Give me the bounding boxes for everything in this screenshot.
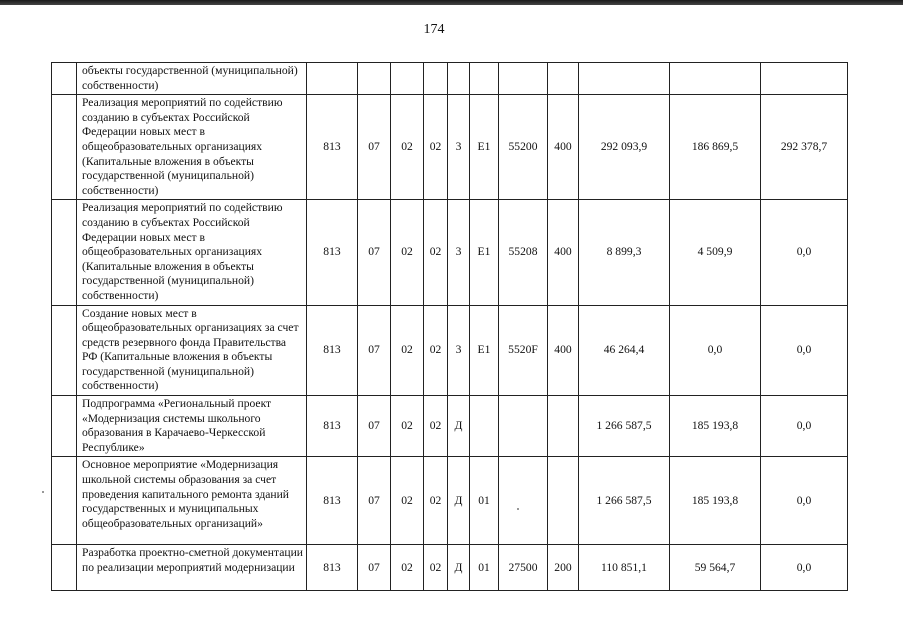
code-cell bbox=[307, 63, 358, 95]
code-cell: 02 bbox=[391, 200, 424, 305]
amount-cell: 46 264,4 bbox=[579, 305, 670, 396]
amount-cell: 0,0 bbox=[761, 200, 848, 305]
code-cell: 813 bbox=[307, 457, 358, 545]
row-number-cell bbox=[52, 63, 77, 95]
code-cell: E1 bbox=[470, 200, 499, 305]
code-cell: 07 bbox=[358, 95, 391, 200]
code-cell bbox=[448, 63, 470, 95]
code-cell: 01 bbox=[470, 545, 499, 591]
amount-cell bbox=[670, 63, 761, 95]
amount-cell bbox=[761, 63, 848, 95]
amount-cell: 0,0 bbox=[761, 305, 848, 396]
code-cell: 07 bbox=[358, 200, 391, 305]
row-number-cell bbox=[52, 200, 77, 305]
code-cell: 3 bbox=[448, 305, 470, 396]
amount-cell: 110 851,1 bbox=[579, 545, 670, 591]
code-cell: 02 bbox=[391, 95, 424, 200]
code-cell: 02 bbox=[391, 396, 424, 457]
code-cell: 02 bbox=[424, 200, 448, 305]
amount-cell: 8 899,3 bbox=[579, 200, 670, 305]
amount-cell: 185 193,8 bbox=[670, 457, 761, 545]
description-cell: объекты государственной (муниципальной) собственности) bbox=[77, 63, 307, 95]
code-cell bbox=[424, 63, 448, 95]
code-cell: 3 bbox=[448, 200, 470, 305]
description-cell: Подпрограмма «Региональный проект «Модернизация системы школьного образования в Карачаево-Черкесской Республике» bbox=[77, 396, 307, 457]
code-cell bbox=[548, 396, 579, 457]
code-cell bbox=[548, 457, 579, 545]
code-cell: Д bbox=[448, 396, 470, 457]
description-cell: Реализация мероприятий по содействию созданию в субъектах Российской Федерации новых мест в общеобразовательных организациях (Капитальные вложения в объекты государственной (муниципальной) собственности) bbox=[77, 200, 307, 305]
code-cell: E1 bbox=[470, 95, 499, 200]
code-cell: 813 bbox=[307, 200, 358, 305]
code-cell: 02 bbox=[424, 305, 448, 396]
row-number-cell bbox=[52, 305, 77, 396]
code-cell: 400 bbox=[548, 305, 579, 396]
code-cell bbox=[499, 63, 548, 95]
scan-speck bbox=[517, 508, 519, 510]
table-row bbox=[52, 63, 848, 95]
code-cell: 5520F bbox=[499, 305, 548, 396]
amount-cell: 1 266 587,5 bbox=[579, 396, 670, 457]
row-number-cell bbox=[52, 457, 77, 545]
code-cell: Д bbox=[448, 545, 470, 591]
code-cell: 07 bbox=[358, 545, 391, 591]
description-cell: Создание новых мест в общеобразовательных организациях за счет средств резервного фонда Правительства РФ (Капитальные вложения в объекты государственной (муниципальной) собственности) bbox=[77, 305, 307, 396]
description-cell: Разработка проектно-сметной документации по реализации мероприятий модернизации bbox=[77, 545, 307, 591]
code-cell: 400 bbox=[548, 95, 579, 200]
code-cell: 400 bbox=[548, 200, 579, 305]
code-cell: 813 bbox=[307, 95, 358, 200]
code-cell bbox=[548, 63, 579, 95]
scan-speck bbox=[42, 491, 44, 493]
code-cell: 813 bbox=[307, 305, 358, 396]
code-cell: E1 bbox=[470, 305, 499, 396]
code-cell: 07 bbox=[358, 305, 391, 396]
code-cell bbox=[358, 63, 391, 95]
amount-cell: 1 266 587,5 bbox=[579, 457, 670, 545]
amount-cell: 0,0 bbox=[761, 545, 848, 591]
code-cell bbox=[391, 63, 424, 95]
amount-cell bbox=[579, 63, 670, 95]
amount-cell: 59 564,7 bbox=[670, 545, 761, 591]
amount-cell: 0,0 bbox=[670, 305, 761, 396]
amount-cell: 185 193,8 bbox=[670, 396, 761, 457]
code-cell bbox=[499, 457, 548, 545]
table-row bbox=[52, 396, 848, 457]
budget-table bbox=[51, 62, 848, 591]
code-cell: 813 bbox=[307, 396, 358, 457]
amount-cell: 292 093,9 bbox=[579, 95, 670, 200]
table-row bbox=[52, 200, 848, 305]
amount-cell: 292 378,7 bbox=[761, 95, 848, 200]
code-cell: 02 bbox=[391, 545, 424, 591]
code-cell: 02 bbox=[424, 457, 448, 545]
table-row bbox=[52, 305, 848, 396]
code-cell bbox=[470, 63, 499, 95]
code-cell: 3 bbox=[448, 95, 470, 200]
description-cell: Основное мероприятие «Модернизация школьной системы образования за счет проведения капитального ремонта зданий государственных и муниципальных общеобразовательных организаций» bbox=[77, 457, 307, 545]
code-cell: 55200 bbox=[499, 95, 548, 200]
table-row bbox=[52, 457, 848, 545]
code-cell: 813 bbox=[307, 545, 358, 591]
code-cell: 02 bbox=[424, 95, 448, 200]
row-number-cell bbox=[52, 396, 77, 457]
amount-cell: 0,0 bbox=[761, 457, 848, 545]
code-cell: 02 bbox=[424, 545, 448, 591]
page-number: 174 bbox=[423, 22, 445, 37]
code-cell: 27500 bbox=[499, 545, 548, 591]
code-cell: 02 bbox=[391, 457, 424, 545]
code-cell: 01 bbox=[470, 457, 499, 545]
scan-top-border bbox=[0, 0, 903, 5]
code-cell: 02 bbox=[424, 396, 448, 457]
table-row bbox=[52, 95, 848, 200]
row-number-cell bbox=[52, 545, 77, 591]
code-cell bbox=[499, 396, 548, 457]
table-row bbox=[52, 545, 848, 591]
code-cell: Д bbox=[448, 457, 470, 545]
code-cell bbox=[470, 396, 499, 457]
amount-cell: 0,0 bbox=[761, 396, 848, 457]
code-cell: 55208 bbox=[499, 200, 548, 305]
amount-cell: 186 869,5 bbox=[670, 95, 761, 200]
code-cell: 07 bbox=[358, 457, 391, 545]
description-cell: Реализация мероприятий по содействию созданию в субъектах Российской Федерации новых мест в общеобразовательных организациях (Капитальные вложения в объекты государственной (муниципальной) собственности) bbox=[77, 95, 307, 200]
amount-cell: 4 509,9 bbox=[670, 200, 761, 305]
code-cell: 07 bbox=[358, 396, 391, 457]
code-cell: 02 bbox=[391, 305, 424, 396]
row-number-cell bbox=[52, 95, 77, 200]
code-cell: 200 bbox=[548, 545, 579, 591]
